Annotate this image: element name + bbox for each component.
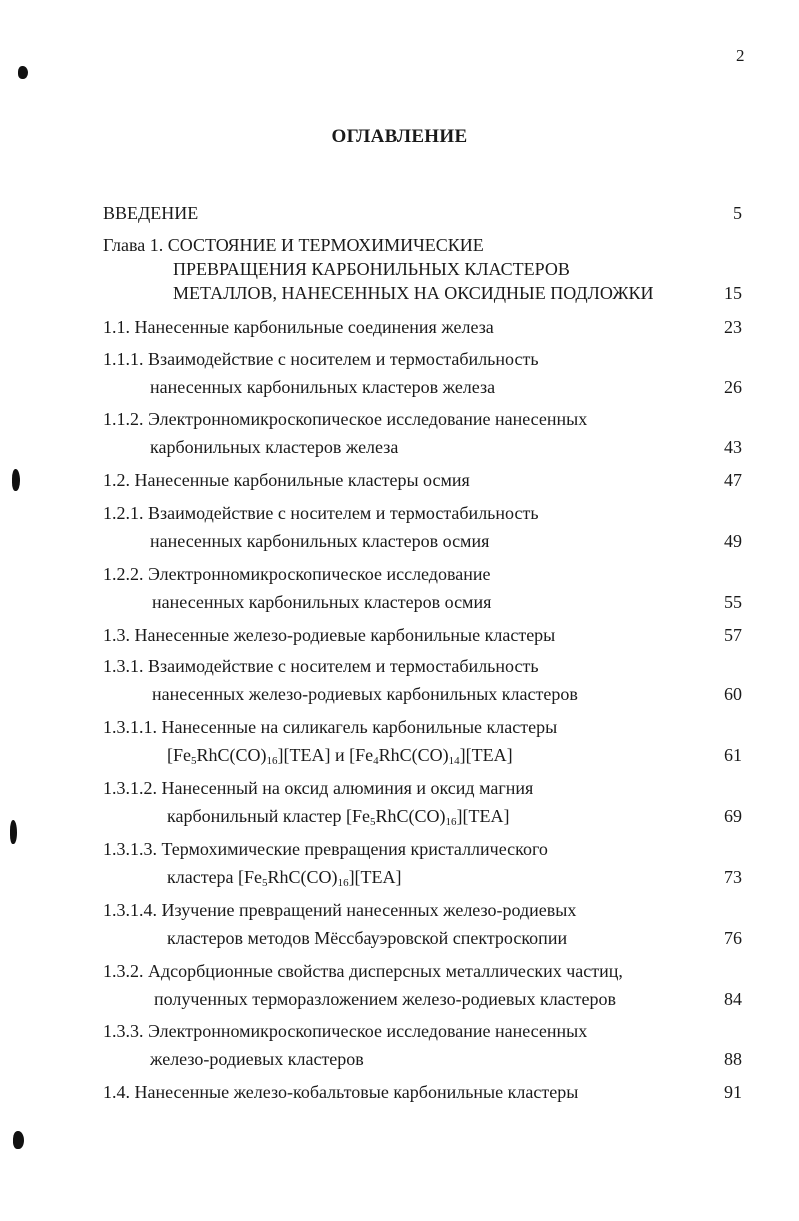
scan-mark bbox=[10, 820, 17, 844]
toc-entry-cont: полученных терморазложением железо-родиевых кластеров bbox=[154, 989, 617, 1009]
toc-entry-formula: карбонильный кластер $[Fe_5RhC(CO)_{16}][TEA]$ bbox=[167, 806, 510, 828]
toc-page-number: 26 bbox=[724, 377, 742, 397]
scan-mark bbox=[18, 66, 28, 79]
toc-entry-formula: кластера $[Fe_5RhC(CO)_{16}][TEA]$ bbox=[167, 867, 402, 889]
page-title: ОГЛАВЛЕНИЕ bbox=[331, 126, 468, 147]
toc-entry: 1.3.1.3. Термохимические превращения кристаллического bbox=[103, 839, 548, 859]
toc-page-number: 61 bbox=[724, 745, 742, 765]
scan-mark bbox=[12, 469, 20, 491]
toc-entry: 1.3. Нанесенные железо-родиевые карбонильные кластеры bbox=[103, 625, 556, 645]
toc-entry-cont: железо-родиевых кластеров bbox=[150, 1049, 364, 1069]
toc-entry-chapter1-cont: ПРЕВРАЩЕНИЯ КАРБОНИЛЬНЫХ КЛАСТЕРОВ bbox=[173, 259, 570, 279]
toc-page-number: 88 bbox=[724, 1049, 742, 1069]
toc-entry-cont: карбонильных кластеров железа bbox=[150, 437, 399, 457]
toc-page-number: 69 bbox=[724, 806, 742, 826]
toc-entry: 1.2.1. Взаимодействие с носителем и термостабильность bbox=[103, 503, 539, 523]
toc-entry-cont: кластеров методов Мёссбауэровской спектроскопии bbox=[167, 928, 568, 948]
toc-page-number: 55 bbox=[724, 592, 742, 612]
page-number: 2 bbox=[736, 46, 745, 65]
toc-page-number: 60 bbox=[724, 684, 742, 704]
toc-page-number: 49 bbox=[724, 531, 742, 551]
toc-entry: 1.3.2. Адсорбционные свойства дисперсных металлических частиц, bbox=[103, 961, 623, 981]
toc-entry-cont: нанесенных карбонильных кластеров железа bbox=[150, 377, 496, 397]
toc-entry: 1.1. Нанесенные карбонильные соединения железа bbox=[103, 317, 494, 337]
toc-page-number: 76 bbox=[724, 928, 742, 948]
toc-page-number: 73 bbox=[724, 867, 742, 887]
toc-entry: 1.3.1.1. Нанесенные на силикагель карбонильные кластеры bbox=[103, 717, 558, 737]
toc-page-number: 15 bbox=[724, 283, 742, 303]
toc-page-number: 47 bbox=[724, 470, 742, 490]
toc-entry-chapter1: Глава 1. СОСТОЯНИЕ И ТЕРМОХИМИЧЕСКИЕ bbox=[103, 235, 484, 255]
toc-entry: 1.3.1.4. Изучение превращений нанесенных железо-родиевых bbox=[103, 900, 577, 920]
toc-entry: 1.1.2. Электронномикроскопическое исследование нанесенных bbox=[103, 409, 588, 429]
toc-entry-cont: нанесенных карбонильных кластеров осмия bbox=[152, 592, 492, 612]
toc-page-number: 23 bbox=[724, 317, 742, 337]
toc-page-number: 43 bbox=[724, 437, 742, 457]
toc-page-number: 57 bbox=[724, 625, 742, 645]
toc-entry: 1.1.1. Взаимодействие с носителем и термостабильность bbox=[103, 349, 539, 369]
toc-entry: 1.2. Нанесенные карбонильные кластеры осмия bbox=[103, 470, 470, 490]
toc-page-number: 5 bbox=[733, 203, 742, 223]
scan-mark bbox=[13, 1131, 24, 1149]
toc-entry-intro: ВВЕДЕНИЕ bbox=[103, 203, 199, 223]
toc-entry-formula: $[Fe_5RhC(CO)_{16}][TEA]$ и $[Fe_4RhC(CO)_{14}][TEA]$ bbox=[167, 745, 513, 767]
toc-entry: 1.3.1.2. Нанесенный на оксид алюминия и оксид магния bbox=[103, 778, 534, 798]
toc-entry-chapter1-cont: МЕТАЛЛОВ, НАНЕСЕННЫХ НА ОКСИДНЫЕ ПОДЛОЖКИ bbox=[173, 283, 654, 303]
toc-page-number: 91 bbox=[724, 1082, 742, 1102]
toc-entry: 1.3.1. Взаимодействие с носителем и термостабильность bbox=[103, 656, 539, 676]
toc-page-number: 84 bbox=[724, 989, 742, 1009]
toc-entry: 1.3.3. Электронномикроскопическое исследование нанесенных bbox=[103, 1021, 588, 1041]
toc-entry-cont: нанесенных железо-родиевых карбонильных кластеров bbox=[152, 684, 578, 704]
toc-entry-cont: нанесенных карбонильных кластеров осмия bbox=[150, 531, 490, 551]
toc-entry: 1.2.2. Электронномикроскопическое исследование bbox=[103, 564, 491, 584]
toc-entry: 1.4. Нанесенные железо-кобальтовые карбонильные кластеры bbox=[103, 1082, 579, 1102]
